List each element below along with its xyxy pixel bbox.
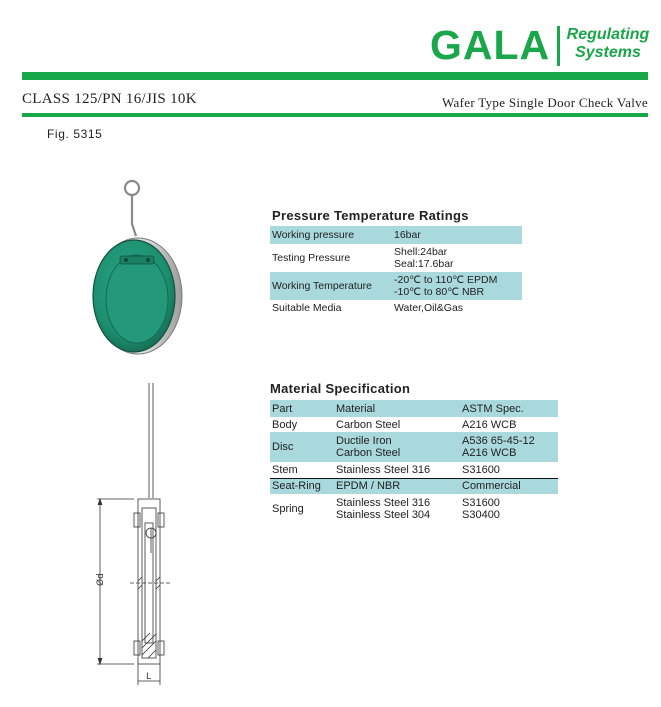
figure-label: Fig. 5315 [47,127,103,141]
material-cell: Carbon Steel [336,418,401,431]
pressure-value-line: Seal:17.6bar [394,258,454,270]
part-cell: Stem [272,463,298,476]
pressure-label: Suitable Media [272,302,342,314]
table-row [270,494,558,524]
table-row [270,244,522,272]
astm-line: A536 65-45-12 [462,435,535,447]
logo-divider [557,26,560,66]
table-row [270,462,558,478]
material-table [270,400,558,524]
table-row [270,300,522,316]
valve-title: Wafer Type Single Door Check Valve [442,95,648,110]
part-cell: Disc [272,441,294,453]
logo-tagline-line2: Systems [575,44,641,61]
part-cell: Body [272,418,298,431]
material-line: Carbon Steel [336,447,401,459]
pressure-label: Working pressure [272,229,355,241]
part-cell: Spring [272,503,304,515]
astm-cell [460,432,558,462]
table-row [270,417,558,432]
material-cell: EPDM / NBR [334,478,460,494]
pressure-label: Testing Pressure [272,252,351,264]
logo-tagline [563,26,653,62]
table-row [270,432,558,462]
pressure-label: Working Temperature [272,280,372,292]
pressure-value-line: Shell:24bar [394,246,448,258]
material-cell [334,494,460,524]
material-line: Stainless Steel 304 [336,509,431,521]
pressure-value-line: -10℃ to 80℃ NBR [394,286,485,298]
header-bar [22,72,648,80]
part-cell: Seat-Ring [270,478,334,494]
astm-cell: A216 WCB [462,418,517,431]
pressure-value [392,244,522,272]
astm-line: S31600 [462,497,500,509]
class-title: CLASS 125/PN 16/JIS 10K [22,91,197,107]
pressure-value [392,272,522,300]
table-row [270,272,522,300]
dim-l-label: L [146,672,152,682]
col-header-part: Part [272,402,293,415]
col-header-astm: ASTM Spec. [462,402,524,415]
material-title: Material Specification [270,381,411,396]
valve-photo [84,176,184,366]
table-row [270,400,558,417]
pressure-value: Water,Oil&Gas [394,302,464,314]
astm-cell [460,494,558,524]
astm-line: S30400 [462,509,500,521]
table-row [270,478,558,494]
material-cell: Stainless Steel 316 [336,463,431,476]
pressure-value: 16bar [394,229,421,241]
pressure-table [270,226,522,316]
pressure-value-line: -20℃ to 110℃ EPDM [394,274,498,286]
logo-tagline-line1: Regulating [566,26,650,43]
material-line: Stainless Steel 316 [336,497,431,509]
astm-cell: Commercial [460,478,558,494]
valve-section-drawing [92,383,174,703]
material-cell [334,432,460,462]
dim-d-label: Ød [96,573,106,586]
astm-cell: S31600 [462,463,500,476]
header-underline [22,113,648,117]
pressure-title: Pressure Temperature Ratings [272,208,469,223]
astm-line: A216 WCB [462,447,517,459]
brand-logo: GALA [430,22,551,68]
material-line: Ductile Iron [336,435,392,447]
col-header-material: Material [336,402,376,415]
table-row [270,226,522,244]
